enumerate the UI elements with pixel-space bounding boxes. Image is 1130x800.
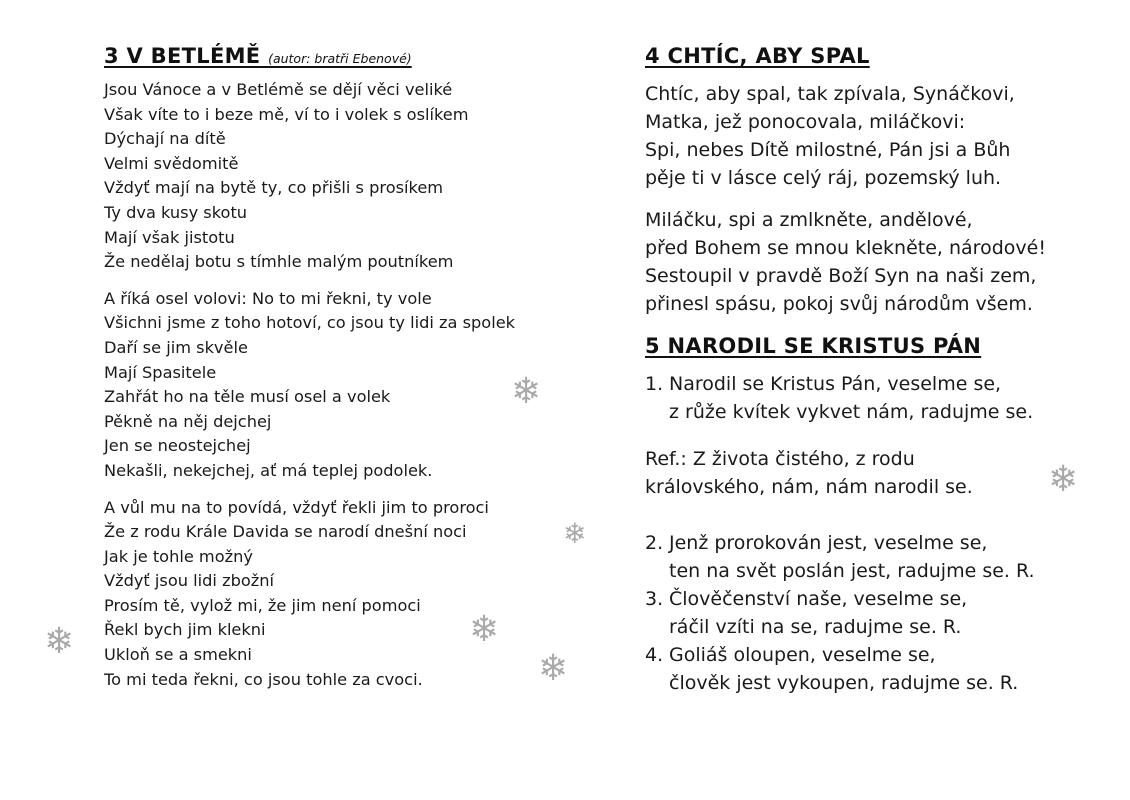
lyric-line: Mají však jistotu — [104, 227, 235, 247]
lyric-line: Ukloň se a smekni — [104, 645, 252, 665]
lyric-line: ráčil vzíti na se, radujme se. R. — [669, 616, 962, 638]
verse-4 — [645, 641, 1085, 697]
verse-number: 2. — [645, 532, 664, 554]
lyric-line: Velmi svědomitě — [104, 153, 239, 173]
lyric-line: Narodil se Kristus Pán, veselme se, — [669, 373, 1002, 395]
refrain — [645, 445, 1085, 501]
lyric-line: Že nedělaj botu s tímhle malým poutníkem — [104, 252, 454, 272]
lyric-line: Všichni jsme z toho hotoví, co jsou ty lidi za spolek — [104, 313, 516, 333]
songs-4-5-column — [645, 44, 1085, 697]
verse-number: 4. — [645, 644, 664, 666]
song-3-stanza — [104, 287, 574, 484]
lyric-line: Matka, jež ponocovala, miláčkovi: — [645, 111, 966, 133]
song-4-stanza — [645, 80, 1085, 192]
lyric-line: Ty dva kusy skotu — [104, 202, 248, 222]
song-5-title: 5 NARODIL SE KRISTUS PÁN — [645, 334, 982, 358]
lyric-line: Vždyť mají na bytě ty, co přišli s prosíkem — [104, 178, 444, 198]
lyric-line: Dýchají na dítě — [104, 129, 226, 149]
lyric-line: královského, nám, nám narodil se. — [645, 476, 973, 498]
lyric-line: Jenž prorokován jest, veselme se, — [669, 532, 988, 554]
lyric-line: Že z rodu Krále Davida se narodí dnešní noci — [104, 522, 467, 542]
verses-2-4 — [645, 529, 1085, 697]
song-3-stanza — [104, 78, 574, 275]
lyric-line: z růže kvítek vykvet nám, radujme se. — [669, 401, 1034, 423]
song-3-title — [104, 44, 574, 68]
lyric-line: Pěkně na něj dejchej — [104, 411, 272, 431]
song-4-stanza — [645, 206, 1085, 318]
lyric-line: člověk jest vykoupen, radujme se. R. — [669, 672, 1019, 694]
refrain-line-1 — [645, 445, 1085, 473]
refrain-label: Ref. — [645, 448, 681, 470]
lyric-line: Daří se jim skvěle — [104, 337, 248, 357]
song-3-column — [104, 44, 574, 692]
song-4-title: 4 CHTÍC, ABY SPAL — [645, 44, 870, 68]
lyric-line: Goliáš oloupen, veselme se, — [669, 644, 936, 666]
lyric-line: Jen se neostejchej — [104, 436, 251, 456]
lyric-line: Chtíc, aby spal, tak zpívala, Synáčkovi, — [645, 83, 1015, 105]
lyric-line: Sestoupil v pravdě Boží Syn na naši zem, — [645, 265, 1037, 287]
verse-2 — [645, 529, 1085, 585]
lyric-line: Člověčenství naše, veselme se, — [669, 588, 968, 610]
song-5 — [645, 334, 1085, 697]
lyric-line: pěje ti v lásce celý ráj, pozemský luh. — [645, 167, 1002, 189]
verse-3 — [645, 585, 1085, 641]
lyric-line: Spi, nebes Dítě milostné, Pán jsi a Bůh — [645, 139, 1011, 161]
verse-number: 3. — [645, 588, 664, 610]
song-3-stanza — [104, 496, 574, 693]
lyric-line: Prosím tě, vylož mi, že jim není pomoci — [104, 595, 421, 615]
lyric-line: Vždyť jsou lidi zbožní — [104, 571, 275, 591]
lyric-line: před Bohem se mnou klekněte, národové! — [645, 237, 1046, 259]
lyric-line: Jak je tohle možný — [104, 546, 253, 566]
lyric-line: A vůl mu na to povídá, vždyť řekli jim to proroci — [104, 497, 489, 517]
snowflake-icon: ❄ — [1048, 459, 1079, 500]
snowflake-icon: ❄ — [538, 648, 569, 689]
song-3-author: (autor: bratři Ebenové) — [268, 51, 412, 66]
lyric-line: Miláčku, spi a zmlkněte, andělové, — [645, 209, 973, 231]
snowflake-icon: ❄ — [511, 371, 542, 412]
snowflake-icon: ❄ — [563, 517, 587, 550]
lyric-line: Mají Spasitele — [104, 362, 217, 382]
snowflake-icon: ❄ — [44, 621, 75, 662]
lyric-line: Nekašli, nekejchej, ať má teplej podolek. — [104, 460, 433, 480]
lyric-line: přinesl spásu, pokoj svůj národům všem. — [645, 293, 1033, 315]
verse-number: 1. — [645, 373, 664, 395]
lyric-line: A říká osel volovi: No to mi řekni, ty vole — [104, 288, 432, 308]
lyric-line: To mi teda řekni, co jsou tohle za cvoci. — [104, 669, 423, 689]
lyric-line: ten na svět poslán jest, radujme se. R. — [669, 560, 1035, 582]
snowflake-icon: ❄ — [469, 609, 500, 650]
lyric-line: Však víte to i beze mě, ví to i volek s oslíkem — [104, 104, 469, 124]
song-3-title-text: 3 V BETLÉMĚ — [104, 44, 261, 68]
lyric-line: Řekl bych jim klekni — [104, 620, 266, 640]
verse-1 — [645, 370, 1085, 426]
lyric-line: Zahřát ho na těle musí osel a volek — [104, 387, 391, 407]
lyric-line: Jsou Vánoce a v Betlémě se dějí věci veliké — [104, 80, 453, 99]
lyric-line: : Z života čistého, z rodu — [680, 448, 915, 470]
